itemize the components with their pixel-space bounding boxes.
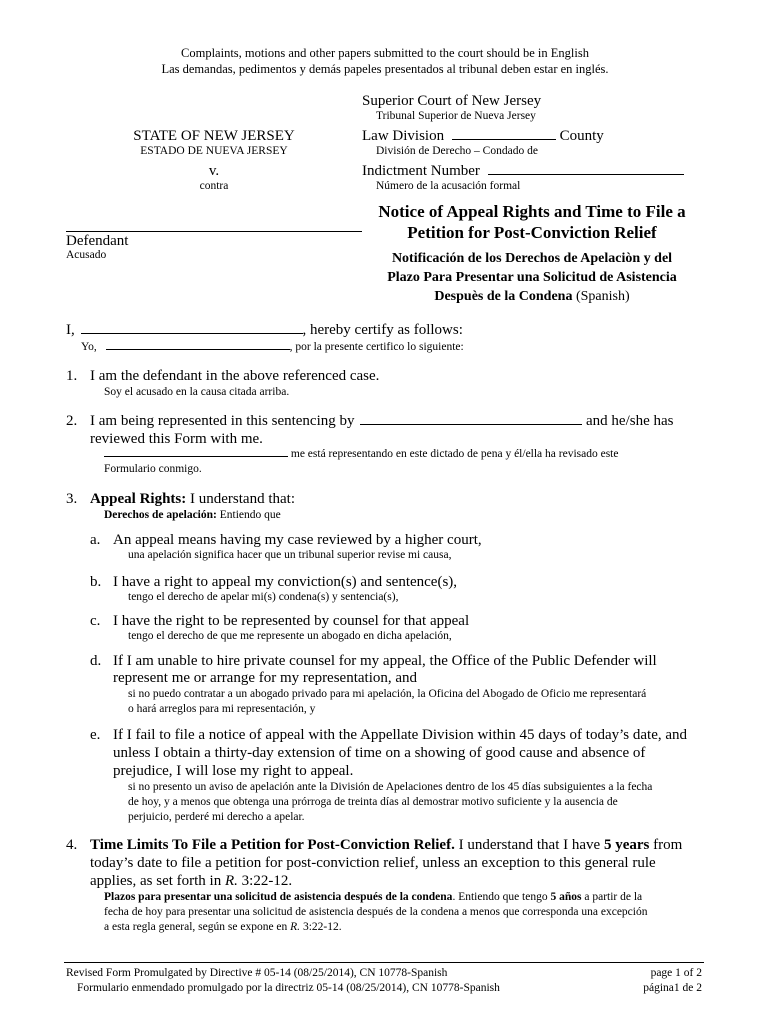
defendant-name-input[interactable]	[81, 333, 303, 334]
item-a-text-es: una apelación significa hacer que un tribunal superior revise mi causa,	[128, 549, 452, 561]
form-title-es-line1: Notificación de los Derechos de Apelaciòn y del	[391, 251, 673, 266]
item-1-text: I am the defendant in the above referenced case.	[90, 368, 380, 384]
item-d-line2: represent me or arrange for my representation, and	[113, 670, 418, 686]
item-e-line2: unless I obtain a thirty-day extension of time on a showing of good cause and absence of	[113, 745, 646, 761]
certify-suffix-es: , por la presente certifico lo siguiente:	[289, 341, 464, 353]
item-b-label: b.	[90, 574, 102, 590]
attorney-name-field-es[interactable]	[104, 456, 288, 457]
item-3-heading	[90, 491, 295, 508]
indictment-label: Indictment Number	[362, 163, 480, 179]
time-limits-intro: I understand that I have	[458, 837, 601, 853]
defendant-name-input-es[interactable]	[106, 349, 290, 350]
item-2-es-suffix: me está representando en este dictado de pena y él/ella ha revisado este	[290, 448, 619, 460]
appeal-rights-label: Appeal Rights:	[90, 491, 187, 507]
page-number: page 1 of 2	[650, 967, 702, 979]
item-4-line1	[90, 837, 682, 854]
item-b-text-es: tengo el derecho de apelar mi(s) condena(s) y sentencia(s),	[128, 591, 399, 603]
indictment-es: Número de la acusación formal	[376, 180, 521, 192]
certify-line-es	[81, 341, 464, 353]
item-e-es-line3: perjuicio, perderé mi derecho a apelar.	[128, 811, 305, 823]
form-title-es-bold: Despuès de la Condena	[434, 289, 573, 304]
item-2-es-line1	[104, 448, 618, 460]
state-title: STATE OF NEW JERSEY	[133, 128, 295, 144]
defendant-label: Defendant	[66, 233, 129, 249]
defendant-name-field[interactable]	[66, 231, 362, 232]
item-2-line1	[90, 413, 674, 430]
item-a-label: a.	[90, 532, 101, 548]
appeal-rights-intro-es: Entiendo que	[219, 509, 281, 521]
time-limits-from: from	[653, 837, 683, 853]
item-2-line2: reviewed this Form with me.	[90, 431, 263, 447]
state-title-es: ESTADO DE NUEVA JERSEY	[140, 145, 288, 157]
rule-number: 3:22-12.	[241, 873, 293, 889]
rule-r-es: R.	[290, 921, 301, 933]
page-number-es: página1 de 2	[643, 982, 702, 994]
item-4-es-line2: fecha de hoy para presentar una solicitud de asistencia después de la condena a menos que corresponda una excepción	[104, 906, 648, 918]
county-field[interactable]	[452, 139, 556, 140]
item-4-line2: today’s date to file a petition for post-conviction relief, unless an exception to this general rule	[90, 855, 656, 871]
item-e-line1: If I fail to file a notice of appeal with the Appellate Division within 45 days of today’s date, and	[113, 727, 688, 743]
rule-number-es: 3:22-12.	[302, 921, 342, 933]
indictment-line	[362, 163, 684, 180]
form-title-es-line2: Plazo Para Presentar una Solicitud de Asistencia	[387, 270, 677, 285]
item-1-text-es: Soy el acusado en la causa citada arriba.	[104, 386, 290, 398]
five-years-es: 5 años	[550, 891, 582, 903]
item-b-text: I have a right to appeal my conviction(s) and sentence(s),	[113, 574, 458, 590]
english-notice: Complaints, motions and other papers submitted to the court should be in English	[181, 46, 589, 60]
spanish-notice: Las demandas, pedimentos y demás papeles presentados al tribunal deben estar en inglés.	[161, 62, 609, 76]
item-c-text-es: tengo el derecho de que me represente un abogado en dicha apelación,	[128, 630, 452, 642]
item-c-text: I have the right to be represented by counsel for that appeal	[113, 613, 470, 629]
attorney-name-field[interactable]	[360, 424, 582, 425]
item-4-number: 4.	[66, 837, 78, 853]
law-division-line	[362, 128, 604, 145]
form-title-line1: Notice of Appeal Rights and Time to File a	[378, 202, 686, 221]
item-2-suffix: and he/she has	[586, 413, 674, 429]
item-4-es-line1	[104, 891, 642, 903]
item-c-label: c.	[90, 613, 101, 629]
item-4-es-line3	[104, 921, 342, 933]
item-4-line3-prefix: applies, as set forth in	[90, 873, 222, 889]
language-tag: (Spanish)	[575, 289, 630, 304]
form-title-es-line3	[362, 289, 702, 305]
appeal-rights-label-es: Derechos de apelación:	[104, 509, 217, 521]
item-a-text: An appeal means having my case reviewed by a higher court,	[113, 532, 482, 548]
time-limits-intro-es: . Entiendo que tengo	[452, 891, 548, 903]
versus-es: contra	[199, 180, 229, 192]
division-es: División de Derecho – Condado de	[376, 145, 538, 157]
footer-divider	[64, 962, 704, 963]
item-d-label: d.	[90, 653, 102, 669]
form-title-line2: Petition for Post-Conviction Relief	[407, 223, 657, 242]
item-d-es-line1: si no puedo contratar a un abogado privado para mi apelación, la Oficina del Abogado de Oficio me representará	[128, 688, 647, 700]
item-e-line3: prejudice, I will lose my right to appeal.	[113, 763, 354, 779]
time-limits-heading: Time Limits To File a Petition for Post-Conviction Relief.	[90, 837, 455, 853]
item-d-line1: If I am unable to hire private counsel for my appeal, the Office of the Public Defender will	[113, 653, 657, 669]
certify-prefix: I,	[66, 322, 75, 338]
item-1-number: 1.	[66, 368, 78, 384]
rule-r: R.	[224, 873, 238, 889]
item-e-es-line1: si no presento un aviso de apelación ante la División de Apelaciones dentro de los 45 días subsiguientes a la fecha	[128, 781, 653, 793]
appeal-rights-intro: I understand that:	[190, 491, 295, 507]
item-e-es-line2: de hoy, y a menos que obtenga una prórroga de treinta días al demostrar motivo suficiente y la ausencia de	[128, 796, 618, 808]
item-3-number: 3.	[66, 491, 78, 507]
item-2-es-line2: Formulario conmigo.	[104, 463, 202, 475]
item-2-prefix: I am being represented in this sentencing by	[90, 413, 355, 429]
county-label: County	[559, 128, 604, 144]
item-4-line3	[90, 873, 292, 890]
item-d-es-line2: o hará arreglos para mi representación, y	[128, 703, 316, 715]
court-name: Superior Court of New Jersey	[362, 93, 542, 109]
court-name-es: Tribunal Superior de Nueva Jersey	[376, 110, 536, 122]
item-2-number: 2.	[66, 413, 78, 429]
certify-prefix-es: Yo,	[81, 341, 97, 353]
item-4-es-line3-prefix: a esta regla general, según se expone en	[104, 921, 288, 933]
certify-line	[66, 322, 463, 339]
footer-left-es: Formulario enmendado promulgado por la directriz 05-14 (08/25/2014), CN 10778-Spanish	[77, 982, 500, 994]
law-division-label: Law Division	[362, 128, 445, 144]
item-e-label: e.	[90, 727, 101, 743]
indictment-number-field[interactable]	[488, 174, 684, 175]
five-years: 5 years	[603, 837, 650, 853]
time-limits-heading-es: Plazos para presentar una solicitud de asistencia después de la condena	[104, 891, 453, 903]
footer-left-en: Revised Form Promulgated by Directive # 05-14 (08/25/2014), CN 10778-Spanish	[66, 967, 448, 979]
time-limits-end-es: a partir de la	[584, 891, 643, 903]
defendant-label-es: Acusado	[66, 249, 107, 261]
certify-suffix: , hereby certify as follows:	[302, 322, 463, 338]
item-3-heading-es	[104, 509, 281, 521]
versus: v.	[208, 163, 220, 179]
